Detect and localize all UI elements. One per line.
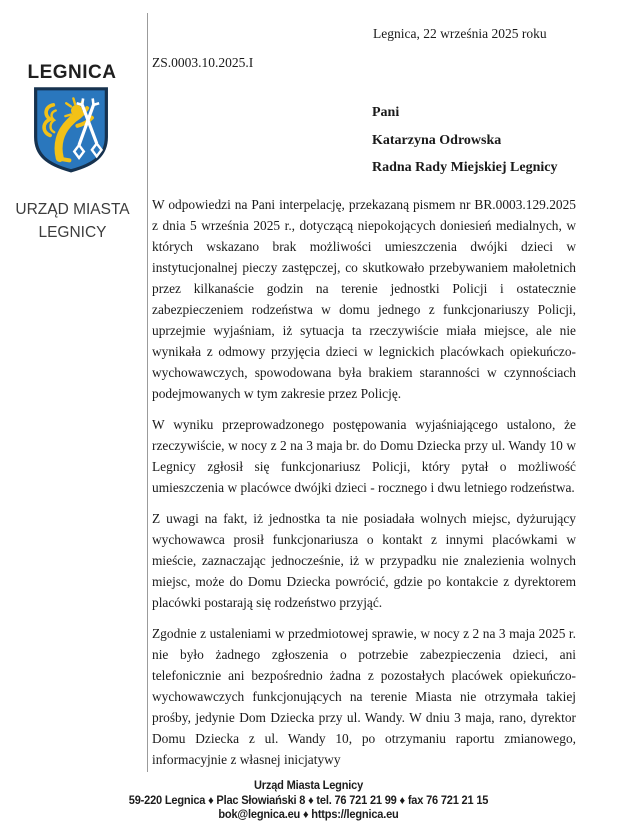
date-line: Legnica, 22 września 2025 roku (373, 26, 547, 41)
office-name-line2: LEGNICY (38, 224, 107, 241)
recipient-title: Pani (372, 105, 400, 120)
footer-contact-line: bok@legnica.eu ♦ https://legnica.eu (218, 809, 399, 821)
letter-text (152, 194, 576, 780)
letterhead-footer (12, 779, 604, 823)
vertical-divider (147, 13, 148, 772)
office-name (0, 198, 145, 244)
footer-office-name: Urząd Miasta Legnicy (253, 780, 364, 792)
body-paragraph: W odpowiedzi na Pani interpelację, przekazaną pismem nr BR.0003.129.2025 z dnia 5 września 2025 r., dotyczącą niepokojących doniesień medialnych, w których wskazano brak możliwości umieszczenia dwójki dzieci w instytucjonalnej pieczy zastępczej, co skutkowało przebywaniem małoletnich przez kilkanaście godzin na terenie jednostki Policji i ostatecznie zabezpieczeniem rodzeństwa w domu jednego z funkcjonariuszy Policji, uprzejmie wyjaśniam, iż sytuacja ta rzeczywiście miała miejsce, ale nie wynikała z odmowy przyjęcia dzieci w legnickich placówkach opiekuńczo-wychowawczych, spowodowana była brakiem staranności w czynnościach podejmowanych w tym zakresie przez Policję. (152, 197, 576, 401)
body-paragraph: Z uwagi na fakt, iż jednostka ta nie posiadała wolnych miejsc, dyżurujący wychowawca prosił funkcjonariusza o kontakt z innymi placówkami w mieście, zaznaczając jednocześnie, iż w przypadku nie znalezienia wolnych miejsc, może do Domu Dziecka powrócić, gdzie po kontakcie z dyrektorem placówki postarają się rodzeństwo przyjąć. (152, 511, 576, 610)
reference-number: ZS.0003.10.2025.I (152, 55, 254, 70)
body-paragraph: W wyniku przeprowadzonego postępowania wyjaśniającego ustalono, że rzeczywiście, w nocy z 2 na 3 maja br. do Domu Dziecka przy ul. Wandy 10 w Legnicy zgłosił się funkcjonariusz Policji, który pytał o możliwość umieszczenia w placówce dwójki dzieci - rocznego i dwu letniego rodzeństwa. (152, 417, 576, 495)
city-wordmark: LEGNICA (27, 62, 117, 83)
recipient-role: Radna Rady Miejskiej Legnicy (372, 160, 558, 175)
body-paragraph: Zgodnie z ustaleniami w przedmiotowej sprawie, w nocy z 2 na 3 maja 2025 r. nie było żadnego zgłoszenia o potrzebie zabezpieczenia dzieci, ani telefonicznie ani bezpośrednio żadna z pozostałych placówek opiekuńczo- wychowawczych funkcjonujących na terenie Miasta nie otrzymała takiej prośby, jedynie Dom Dziecka przy ul. Wandy. W dniu 3 maja, rano, dyrektor Domu Dziecka z ul. Wandy 10, po otrzymaniu raportu zmianowego, informacyjnie z własnej inicjatywy (152, 626, 576, 767)
recipient-name: Katarzyna Odrowska (372, 132, 502, 148)
office-name-line1: URZĄD MIASTA (15, 201, 130, 218)
recipient-block (372, 99, 558, 182)
legnica-coat-of-arms-icon (29, 84, 113, 174)
footer-address-line: 59-220 Legnica ♦ Plac Słowiański 8 ♦ tel. 76 721 21 99 ♦ fax 76 721 21 15 (128, 794, 489, 807)
